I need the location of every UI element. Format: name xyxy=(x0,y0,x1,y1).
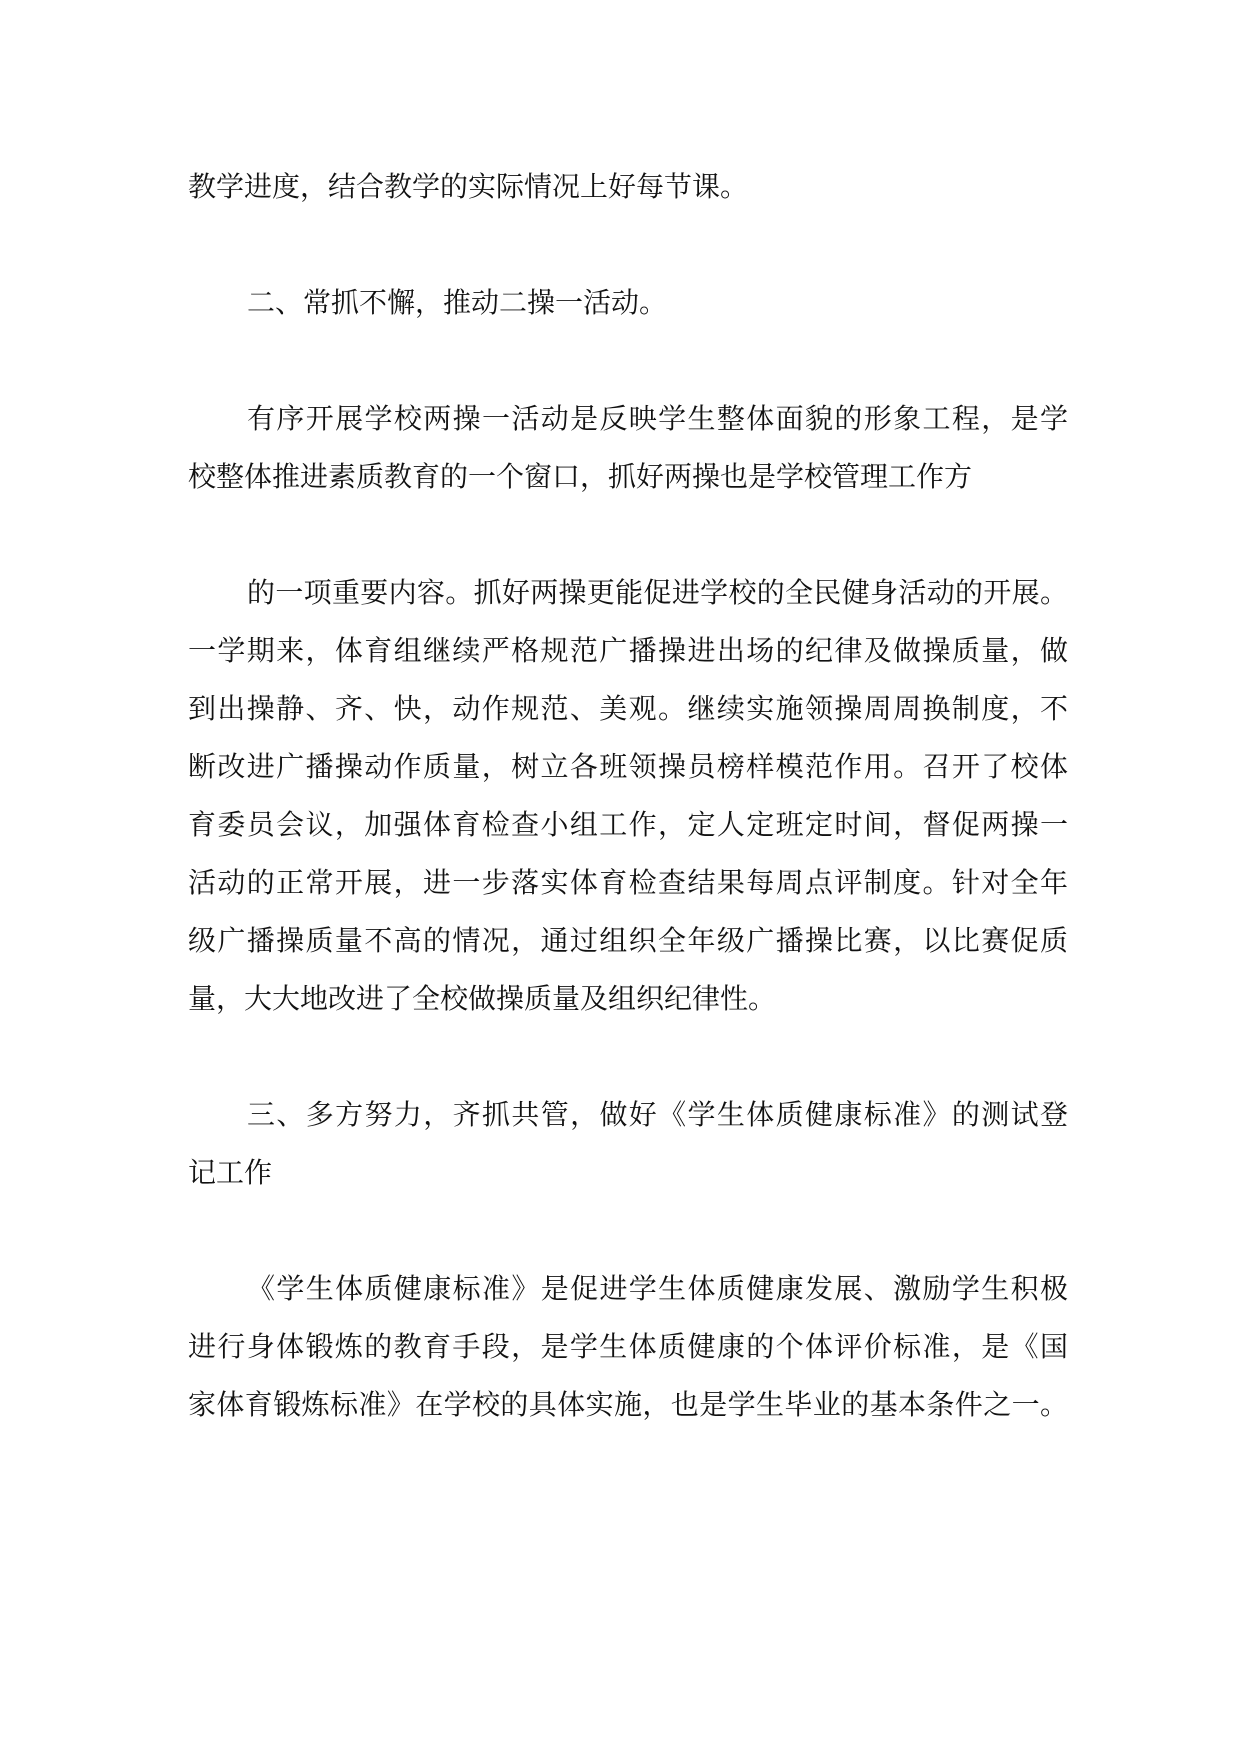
text-line: 级广播操质量不高的情况，通过组织全年级广播操比赛，以比赛促质 xyxy=(188,924,1068,957)
text-line: 活动的正常开展，进一步落实体育检查结果每周点评制度。针对全年 xyxy=(188,866,1068,899)
text-line: 《学生体质健康标准》是促进学生体质健康发展、激励学生积极 xyxy=(247,1272,1068,1305)
text-line: 教学进度，结合教学的实际情况上好每节课。 xyxy=(188,170,749,203)
text-line: 断改进广播操动作质量，树立各班领操员榜样模范作用。召开了校体 xyxy=(188,750,1068,783)
text-line: 进行身体锻炼的教育手段，是学生体质健康的个体评价标准，是《国 xyxy=(188,1330,1068,1363)
text-line: 到出操静、齐、快，动作规范、美观。继续实施领操周周换制度，不 xyxy=(188,692,1068,725)
text-line: 家体育锻炼标准》在学校的具体实施，也是学生毕业的基本条件之一。 xyxy=(188,1388,1068,1421)
text-line: 育委员会议，加强体育检查小组工作，定人定班定时间，督促两操一 xyxy=(188,808,1068,841)
section-heading: 二、常抓不懈，推动二操一活动。 xyxy=(247,286,668,319)
text-line: 校整体推进素质教育的一个窗口，抓好两操也是学校管理工作方 xyxy=(188,460,973,493)
text-line: 一学期来，体育组继续严格规范广播操进出场的纪律及做操质量，做 xyxy=(188,634,1068,667)
text-line: 量，大大地改进了全校做操质量及组织纪律性。 xyxy=(188,982,777,1015)
text-line: 有序开展学校两操一活动是反映学生整体面貌的形象工程，是学 xyxy=(247,402,1068,435)
section-heading: 记工作 xyxy=(188,1156,273,1189)
text-line: 的一项重要内容。抓好两操更能促进学校的全民健身活动的开展。 xyxy=(247,576,1068,609)
section-heading: 三、多方努力，齐抓共管，做好《学生体质健康标准》的测试登 xyxy=(247,1098,1068,1131)
